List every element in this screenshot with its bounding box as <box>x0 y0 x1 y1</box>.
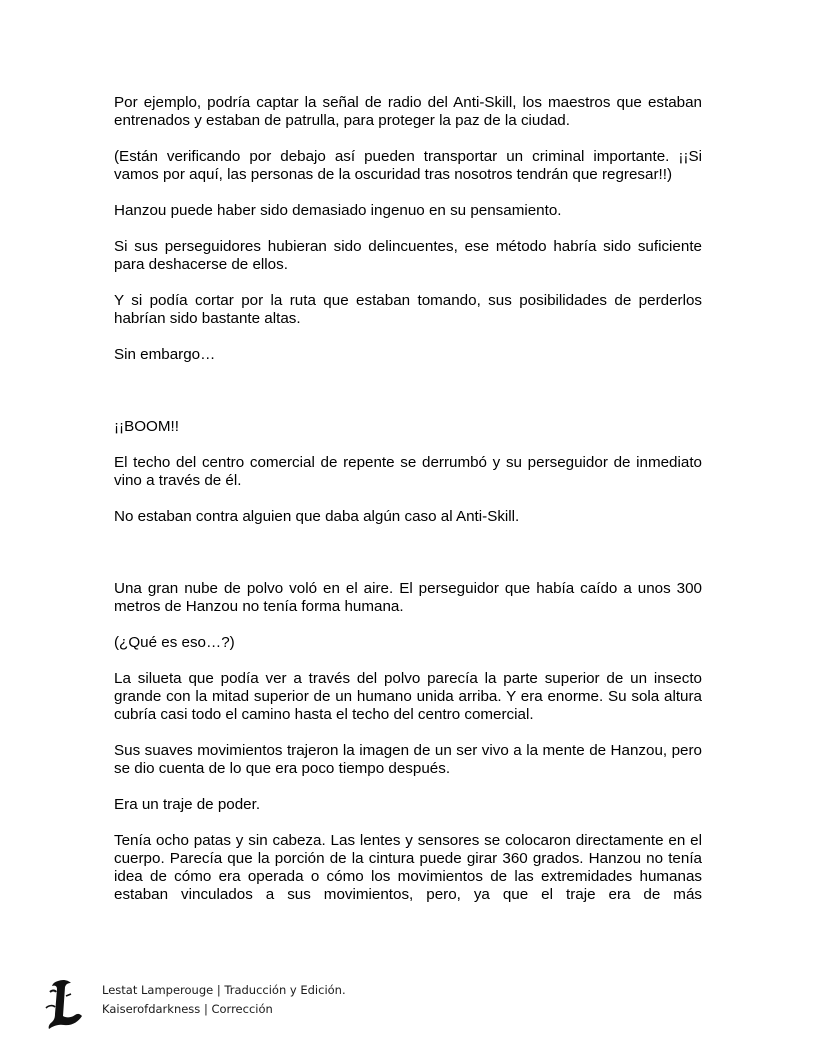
credit-translation: Lestat Lamperouge | Traducción y Edición. <box>102 983 346 997</box>
credits <box>102 981 346 1019</box>
blank-space <box>114 382 702 418</box>
paragraph: La silueta que podía ver a través del polvo parecía la parte superior de un insecto grande con la mitad superior de un humano unida arriba. Y era enorme. Su sola altura cubría casi todo el camino hasta el techo del centro comercial. <box>114 670 702 723</box>
credit-correction: Kaiserofdarkness | Corrección <box>102 1002 273 1016</box>
paragraph: No estaban contra alguien que daba algún caso al Anti-Skill. <box>114 508 520 525</box>
blank-space <box>114 544 702 580</box>
paragraph: (¿Qué es eso…?) <box>114 634 235 651</box>
paragraph: Por ejemplo, podría captar la señal de radio del Anti-Skill, los maestros que estaban entrenados y estaban de patrulla, para proteger la paz de la ciudad. <box>114 94 702 129</box>
paragraph: Era un traje de poder. <box>114 796 261 813</box>
paragraph: Si sus perseguidores hubieran sido delincuentes, ese método habría sido suficiente para deshacerse de ellos. <box>114 238 702 273</box>
paragraph: Tenía ocho patas y sin cabeza. Las lentes y sensores se colocaron directamente en el cuerpo. Parecía que la porción de la cintura puede girar 360 grados. Hanzou no tenía idea de cómo era operada o cómo los movimientos de las extremidades humanas estaban vinculados a sus movimientos, pero, ya que el traje era de más <box>114 832 702 903</box>
document-body <box>114 94 702 922</box>
paragraph: El techo del centro comercial de repente se derrumbó y su perseguidor de inmediato vino a través de él. <box>114 454 702 489</box>
paragraph: ¡¡BOOM!! <box>114 418 179 435</box>
paragraph: Sus suaves movimientos trajeron la imagen de un ser vivo a la mente de Hanzou, pero se dio cuenta de lo que era poco tiempo después. <box>114 742 702 777</box>
paragraph: Una gran nube de polvo voló en el aire. El perseguidor que había caído a unos 300 metros de Hanzou no tenía forma humana. <box>114 580 702 615</box>
page-footer <box>44 978 464 1030</box>
gothic-l-logo-icon <box>44 978 84 1030</box>
paragraph: (Están verificando por debajo así pueden transportar un criminal importante. ¡¡Si vamos por aquí, las personas de la oscuridad tras nosotros tendrán que regresar!!) <box>114 148 702 183</box>
paragraph: Sin embargo… <box>114 346 216 363</box>
paragraph: Y si podía cortar por la ruta que estaban tomando, sus posibilidades de perderlos habrían sido bastante altas. <box>114 292 702 327</box>
paragraph: Hanzou puede haber sido demasiado ingenuo en su pensamiento. <box>114 202 562 219</box>
